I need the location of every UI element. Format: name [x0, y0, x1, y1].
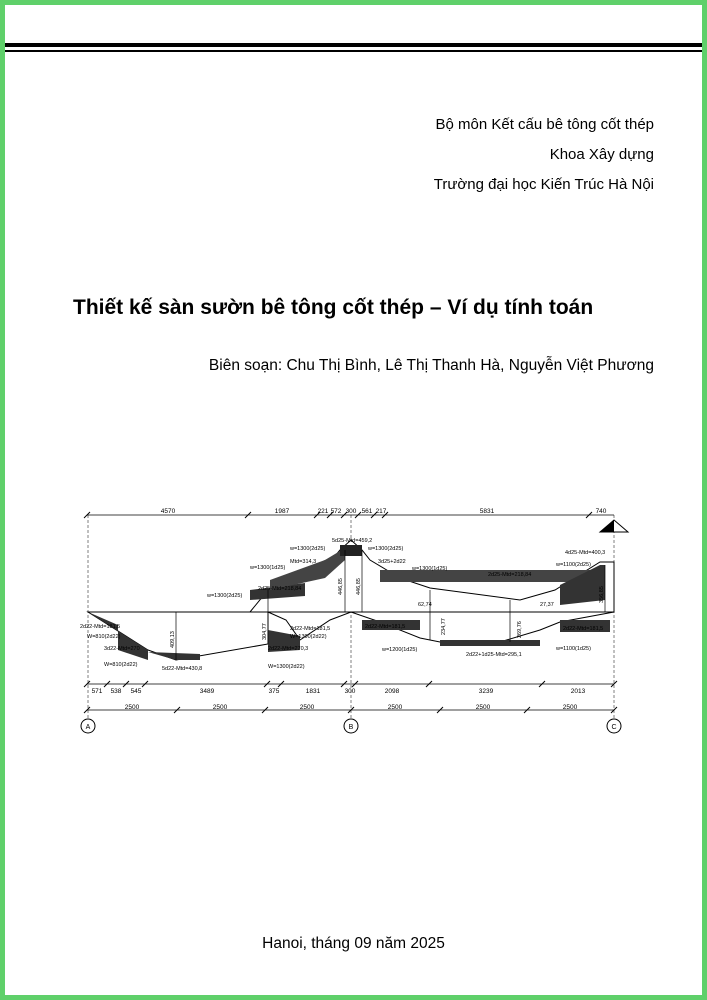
svg-text:300: 300 [344, 688, 356, 695]
svg-text:W=1300(2d22): W=1300(2d22) [268, 664, 305, 670]
svg-text:2500: 2500 [562, 704, 578, 711]
svg-text:5d25-Mtd=459,2: 5d25-Mtd=459,2 [332, 538, 373, 544]
svg-text:w=1300(2d25): w=1300(2d25) [207, 593, 243, 599]
axis-label-a: A [85, 724, 91, 731]
svg-text:2013: 2013 [570, 688, 586, 695]
svg-text:5831: 5831 [479, 508, 495, 515]
svg-text:2d25-Mtd=218,84: 2d25-Mtd=218,84 [258, 586, 302, 592]
svg-text:300: 300 [345, 508, 357, 515]
svg-text:2500: 2500 [475, 704, 491, 711]
header-rule-thin [5, 50, 702, 52]
svg-text:2d22-Mtd=270,3: 2d22-Mtd=270,3 [268, 646, 309, 652]
svg-text:W=1300(2d22): W=1300(2d22) [290, 634, 327, 640]
svg-text:2d22-Mtd=181,5: 2d22-Mtd=181,5 [365, 624, 406, 630]
svg-text:2d22-Mtd=181,5: 2d22-Mtd=181,5 [563, 626, 604, 632]
svg-text:62,74: 62,74 [418, 602, 432, 608]
svg-text:446,85: 446,85 [356, 578, 362, 595]
svg-text:w=1300(2d25): w=1300(2d25) [290, 546, 326, 552]
header-rule-thick [5, 43, 702, 47]
svg-text:w=1300(1d25): w=1300(1d25) [250, 565, 286, 571]
svg-text:w=1100(2d25): w=1100(2d25) [556, 562, 591, 568]
svg-text:Mtd=314,3: Mtd=314,3 [290, 559, 317, 565]
svg-text:571: 571 [91, 688, 103, 695]
svg-text:572: 572 [330, 508, 342, 515]
svg-text:w=1100(1d25): w=1100(1d25) [556, 646, 591, 652]
department-name: Bộ môn Kết cấu bê tông cốt thép [435, 116, 654, 133]
svg-text:446,85: 446,85 [338, 578, 344, 595]
svg-text:221: 221 [317, 508, 329, 515]
svg-text:1987: 1987 [274, 508, 290, 515]
svg-text:w=1300(2d25): w=1300(2d25) [368, 546, 404, 552]
svg-text:217: 217 [375, 508, 387, 515]
svg-text:W=810(2d22): W=810(2d22) [104, 662, 138, 668]
svg-text:409,13: 409,13 [170, 631, 176, 648]
svg-text:4570: 4570 [160, 508, 176, 515]
svg-text:2d25-Mtd=218,84: 2d25-Mtd=218,84 [488, 572, 532, 578]
faculty-name: Khoa Xây dựng [549, 146, 654, 163]
svg-text:2d22-Mtd=181,5: 2d22-Mtd=181,5 [290, 626, 331, 632]
svg-text:5d22-Mtd=430,8: 5d22-Mtd=430,8 [162, 666, 203, 672]
svg-text:3489: 3489 [199, 688, 215, 695]
svg-text:W=810(2d22): W=810(2d22) [87, 634, 121, 640]
top-dimension-labels [161, 508, 607, 515]
authors-line: Biên soạn: Chu Thị Bình, Lê Thị Thanh Hà, Nguyễn Việt Phương [208, 357, 654, 374]
date-place-line: Hanoi, tháng 09 năm 2025 [262, 935, 445, 952]
svg-text:3d22-Mtd=270: 3d22-Mtd=270 [104, 646, 140, 652]
document-title: Thiết kế sàn sườn bê tông cốt thép – Ví dụ tính toán [73, 296, 594, 319]
svg-text:234,77: 234,77 [441, 618, 447, 635]
svg-text:2500: 2500 [299, 704, 315, 711]
svg-text:4d25-Mtd=400,3: 4d25-Mtd=400,3 [565, 550, 606, 556]
svg-text:2500: 2500 [387, 704, 403, 711]
svg-text:561: 561 [361, 508, 373, 515]
svg-text:2d22+1d25-Mtd=295,1: 2d22+1d25-Mtd=295,1 [466, 652, 522, 658]
svg-text:269,76: 269,76 [517, 621, 523, 638]
moment-diagram [78, 503, 638, 743]
svg-text:27,37: 27,37 [540, 602, 554, 608]
svg-text:538: 538 [110, 688, 122, 695]
svg-text:1831: 1831 [305, 688, 321, 695]
axis-label-b: B [348, 724, 354, 731]
svg-text:545: 545 [130, 688, 142, 695]
svg-text:3239: 3239 [478, 688, 494, 695]
bottom-dimension-labels [92, 688, 586, 695]
svg-text:740: 740 [595, 508, 607, 515]
axis-label-c: C [611, 724, 617, 731]
svg-text:375: 375 [268, 688, 280, 695]
svg-text:2098: 2098 [384, 688, 400, 695]
svg-text:w=1200(1d25): w=1200(1d25) [382, 647, 418, 653]
svg-text:3d25+2d22: 3d25+2d22 [378, 559, 406, 565]
svg-text:2d22-Mtd=181,5: 2d22-Mtd=181,5 [80, 624, 121, 630]
svg-text:2500: 2500 [212, 704, 228, 711]
svg-text:356,85: 356,85 [599, 586, 605, 603]
university-name: Trường đại học Kiến Trúc Hà Nội [433, 176, 654, 193]
svg-text:2500: 2500 [124, 704, 140, 711]
svg-text:304,77: 304,77 [262, 623, 268, 640]
svg-text:w=1300(1d25): w=1300(1d25) [412, 566, 448, 572]
